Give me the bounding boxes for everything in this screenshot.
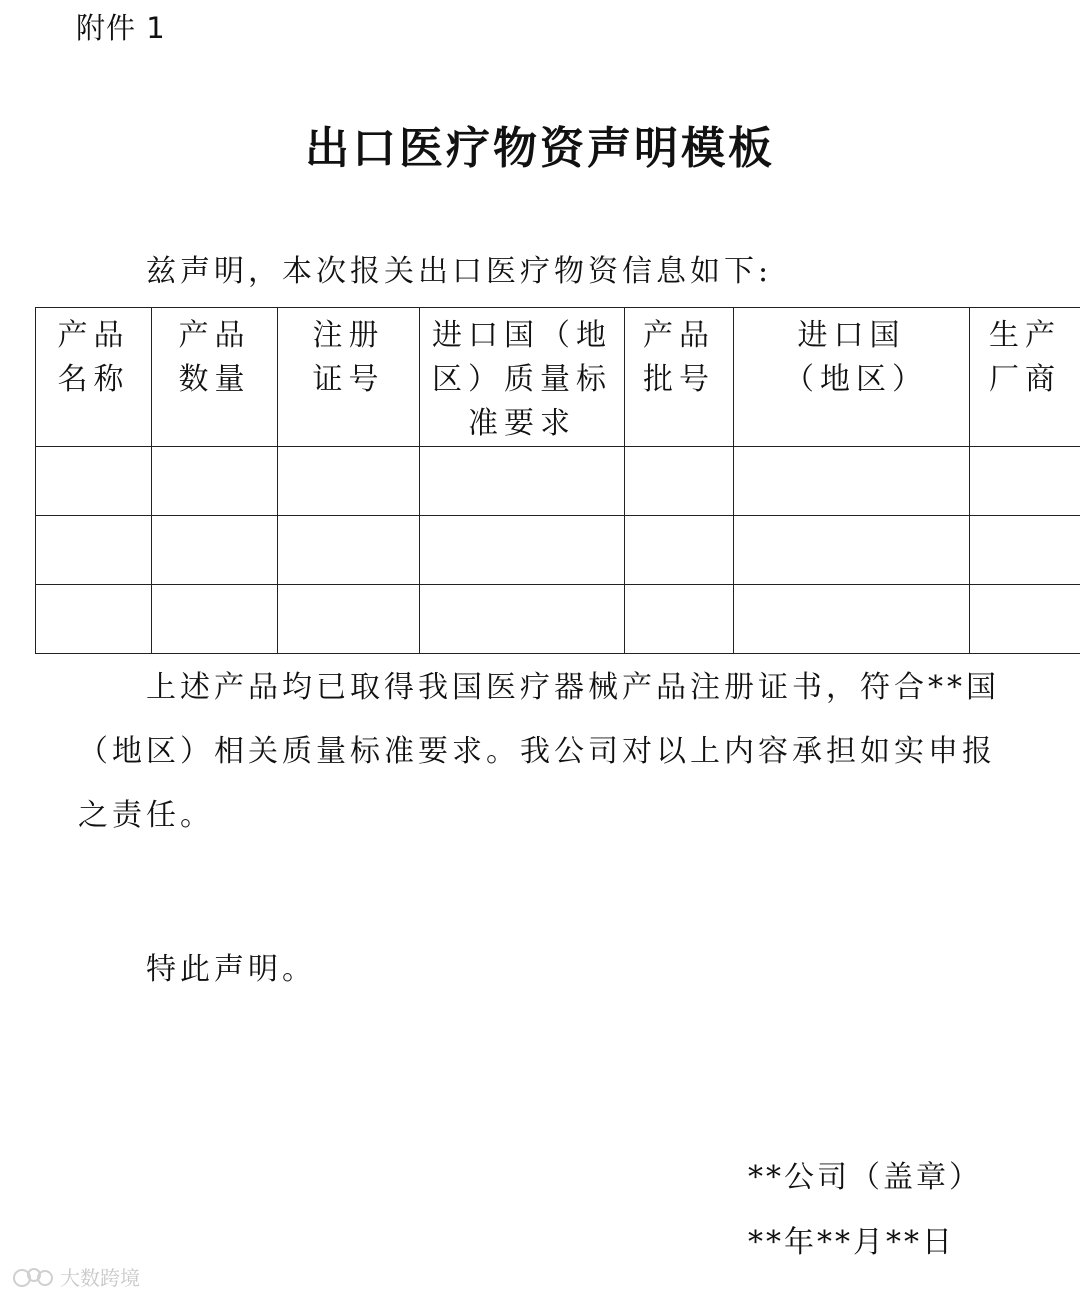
table-cell [625,447,734,516]
table-cell [734,447,970,516]
header-product-name: 产品名称 [36,308,152,447]
closing-statement: 特此声明。 [146,952,316,987]
table-cell [420,447,625,516]
table-cell [278,585,420,654]
table-cell [152,516,278,585]
table-cell [970,516,1080,585]
intro-statement: 兹声明，本次报关出口医疗物资信息如下: [146,254,773,289]
attachment-label: 附件 1 [76,11,166,45]
table-cell [152,447,278,516]
header-quality-standard: 进口国（地区）质量标准要求 [420,308,625,447]
product-info-table [35,307,1080,654]
table-cell [734,516,970,585]
company-seal-line: **公司（盖章） [748,1160,982,1195]
header-import-country: 进口国（地区） [734,308,970,447]
table-cell [970,585,1080,654]
watermark [12,1262,140,1291]
table-cell [420,585,625,654]
header-product-quantity: 产品数量 [152,308,278,447]
header-batch-number: 产品批号 [625,308,734,447]
table-cell [625,516,734,585]
header-registration-number: 注册证号 [278,308,420,447]
table-cell [625,585,734,654]
header-manufacturer: 生产厂商 [970,308,1080,447]
table-cell [36,516,152,585]
table-cell [970,447,1080,516]
date-line: **年**月**日 [748,1225,955,1260]
table-cell [734,585,970,654]
table-cell [36,447,152,516]
compliance-statement: 上述产品均已取得我国医疗器械产品注册证书，符合**国（地区）相关质量标准要求。我公司对以上内容承担如实申报之责任。 [78,670,1000,833]
table-cell [278,516,420,585]
table-cell [36,585,152,654]
table-cell [278,447,420,516]
table-header-row [36,308,1080,447]
document-title: 出口医疗物资声明模板 [305,123,775,174]
table-row [36,585,1080,654]
weibo-logo-icon [12,1266,56,1288]
table-row [36,447,1080,516]
watermark-text: 大数跨境 [60,1266,140,1290]
table-cell [152,585,278,654]
table-row [36,516,1080,585]
table-cell [420,516,625,585]
